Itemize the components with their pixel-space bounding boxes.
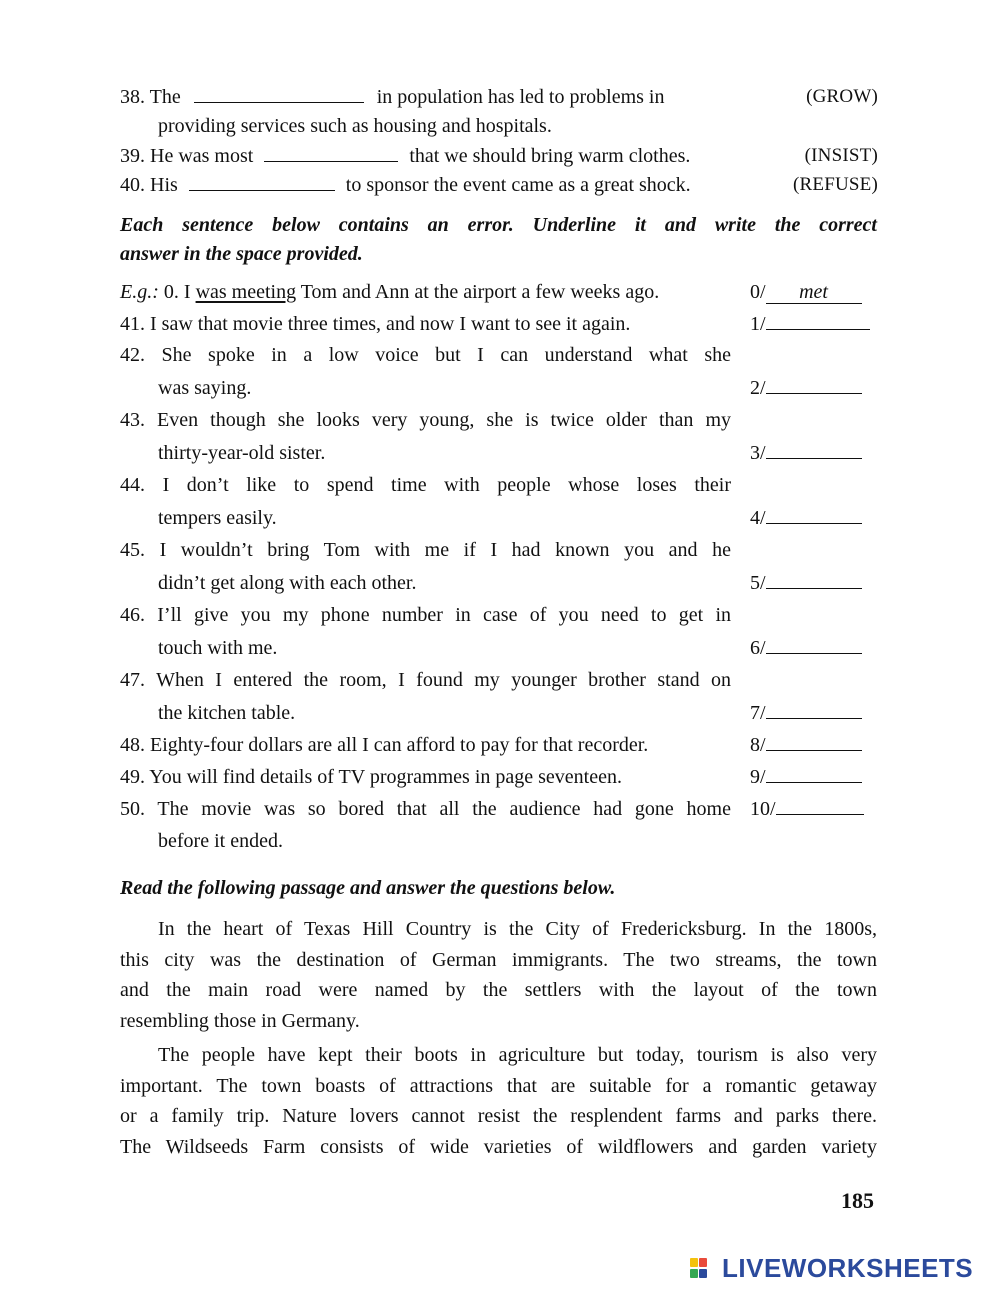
example-answer-value: met (766, 281, 862, 304)
item-43-cont: thirty-year-old sister. (158, 442, 326, 464)
answer-line-50[interactable] (776, 796, 864, 815)
item-49: 49. You will find details of TV programmes in page seventeen. (120, 766, 622, 788)
answer-41[interactable]: 1/ (750, 311, 870, 337)
item-50-cont: before it ended. (158, 830, 283, 852)
answer-line-43[interactable] (766, 440, 862, 459)
reading-paragraph-1: In the heart of Texas Hill Country is the City of Fredericksburg. In the 1800s, this city was the destination of German immigrants. The two streams, the town and the main road were named by the settlers with the layout of the town resembling those in Germany. (120, 918, 877, 1032)
example-error-underline: was meeting (195, 281, 297, 303)
answer-43[interactable]: 3/ (750, 440, 862, 466)
item-38-cont: providing services such as housing and hospitals. (158, 115, 552, 137)
answer-blank-40[interactable] (189, 172, 335, 191)
item-42: 42. She spoke in a low voice but I can understand what she (120, 344, 731, 366)
answer-44[interactable]: 4/ (750, 505, 862, 531)
answer-line-42[interactable] (766, 375, 862, 394)
item-47: 47. When I entered the room, I found my younger brother stand on (120, 669, 731, 691)
item-50: 50. The movie was so bored that all the audience had gone home (120, 798, 731, 820)
item-44-cont: tempers easily. (158, 507, 277, 529)
error-section-heading-line1: Each sentence below contains an error. Underline it and write the correct (120, 214, 877, 236)
item-39: 39. He was most that we should bring warm clothes. (120, 145, 691, 167)
answer-47[interactable]: 7/ (750, 700, 862, 726)
word-hint-40: (REFUSE) (793, 174, 878, 195)
error-section-heading-line2: answer in the space provided. (120, 243, 363, 265)
example-answer: 0/ met (750, 279, 862, 305)
item-44: 44. I don’t like to spend time with people whose loses their (120, 474, 732, 496)
answer-line-44[interactable] (766, 505, 862, 524)
answer-46[interactable]: 6/ (750, 635, 862, 661)
item-45-cont: didn’t get along with each other. (158, 572, 417, 594)
answer-line-48[interactable] (766, 732, 862, 751)
answer-line-46[interactable] (766, 635, 862, 654)
item-48: 48. Eighty-four dollars are all I can afford to pay for that recorder. (120, 734, 649, 756)
item-38: 38. The in population has led to problems in (120, 86, 665, 108)
answer-line-49[interactable] (766, 764, 862, 783)
word-hint-38: (GROW) (806, 86, 878, 107)
item-43: 43. Even though she looks very young, she is twice older than my (120, 409, 732, 431)
liveworksheets-logo (690, 1253, 973, 1283)
answer-blank-38[interactable] (194, 84, 364, 103)
answer-line-45[interactable] (766, 570, 862, 589)
reading-paragraph-2: The people have kept their boots in agriculture but today, tourism is also very important. The town boasts of attractions that are suitable for a romantic getaway or a family trip. Nature lovers cannot resist the resplendent farms and parks there. The Wildseeds Farm consists of wide varieties of wildflowers and garden variety (120, 1044, 877, 1158)
item-41: 41. I saw that movie three times, and now I want to see it again. (120, 313, 631, 335)
answer-42[interactable]: 2/ (750, 375, 862, 401)
word-hint-39: (INSIST) (804, 145, 878, 166)
answer-50[interactable]: 10/ (750, 796, 864, 822)
answer-48[interactable]: 8/ (750, 732, 862, 758)
item-42-cont: was saying. (158, 377, 252, 399)
answer-line-41[interactable] (766, 311, 870, 330)
answer-blank-39[interactable] (264, 143, 398, 162)
item-46-cont: touch with me. (158, 637, 278, 659)
liveworksheets-logo-icon (690, 1257, 718, 1279)
answer-45[interactable]: 5/ (750, 570, 862, 596)
reading-section-heading: Read the following passage and answer the questions below. (120, 877, 616, 899)
liveworksheets-logo-text: LIVEWORKSHEETS (722, 1252, 974, 1283)
item-47-cont: the kitchen table. (158, 702, 296, 724)
item-45: 45. I wouldn’t bring Tom with me if I had known you and he (120, 539, 731, 561)
answer-line-47[interactable] (766, 700, 862, 719)
item-40: 40. His to sponsor the event came as a great shock. (120, 174, 691, 196)
item-46: 46. I’ll give you my phone number in case of you need to get in (120, 604, 732, 626)
page-number: 185 (841, 1188, 874, 1213)
answer-49[interactable]: 9/ (750, 764, 862, 790)
example-item: E.g.: 0. I was meeting Tom and Ann at the airport a few weeks ago. (120, 281, 660, 303)
